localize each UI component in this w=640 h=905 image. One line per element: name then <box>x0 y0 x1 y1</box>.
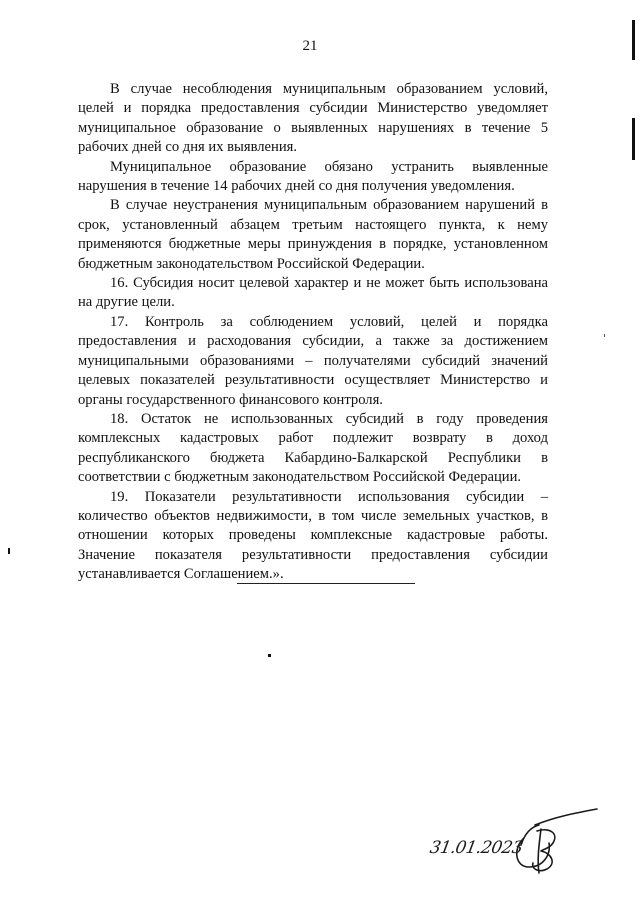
paragraph-elimination-deadline: Муниципальное образование обязано устранить выявленные нарушения в течение 14 рабочих дней со дня получения уведомления. <box>78 158 548 195</box>
signature-icon <box>425 805 600 875</box>
document-body <box>78 80 548 585</box>
paragraph-violation-notice: В случае несоблюдения муниципальным образованием условий, целей и порядка предоставления субсидии Министерство уведомляет муниципальное образование о выявленных нарушениях в течение 5 рабочих дней со дня их выявления. <box>78 81 548 156</box>
end-separator-line <box>237 583 415 584</box>
scan-artifact <box>268 654 271 657</box>
paragraph-item-16: 16. Субсидия носит целевой характер и не может быть использована на другие цели. <box>78 275 548 311</box>
paragraph-item-17: 17. Контроль за соблюдением условий, целей и порядка предоставления и расходования субсидии, а также за достижением муниципальными образованиями – получателями субсидий значений целевых показателей результативности осуществляет Министерство и органы государственного финансового контроля. <box>78 313 548 408</box>
paragraph-enforcement-measures: В случае неустранения муниципальным образованием нарушений в срок, установленный абзацем третьим настоящего пункта, к нему применяются бюджетные меры принуждения в порядке, установленном бюджетным законодательством Российской Федерации. <box>78 197 548 272</box>
paragraph-item-19: 19. Показатели результативности использования субсидии – количество объектов недвижимости, в том числе земельных участков, в отношении которых проведены комплексные кадастровые работы. Значение показателя результативности предоставления субсидии устанавливается Соглашением.». <box>78 488 548 583</box>
scan-artifact <box>604 334 605 337</box>
page-number: 21 <box>302 38 318 54</box>
paragraph-item-18: 18. Остаток не использованных субсидий в году проведения комплексных кадастровых работ подлежит возврату в доход республиканского бюджета Кабардино-Балкарской Республики в соответствии с бюджетным законодательством Российской Федерации. <box>78 410 548 486</box>
scan-artifact <box>632 118 635 160</box>
scan-artifact <box>8 548 10 554</box>
scan-artifact <box>632 20 635 60</box>
handwritten-date: 31.01.2023 <box>428 838 525 858</box>
